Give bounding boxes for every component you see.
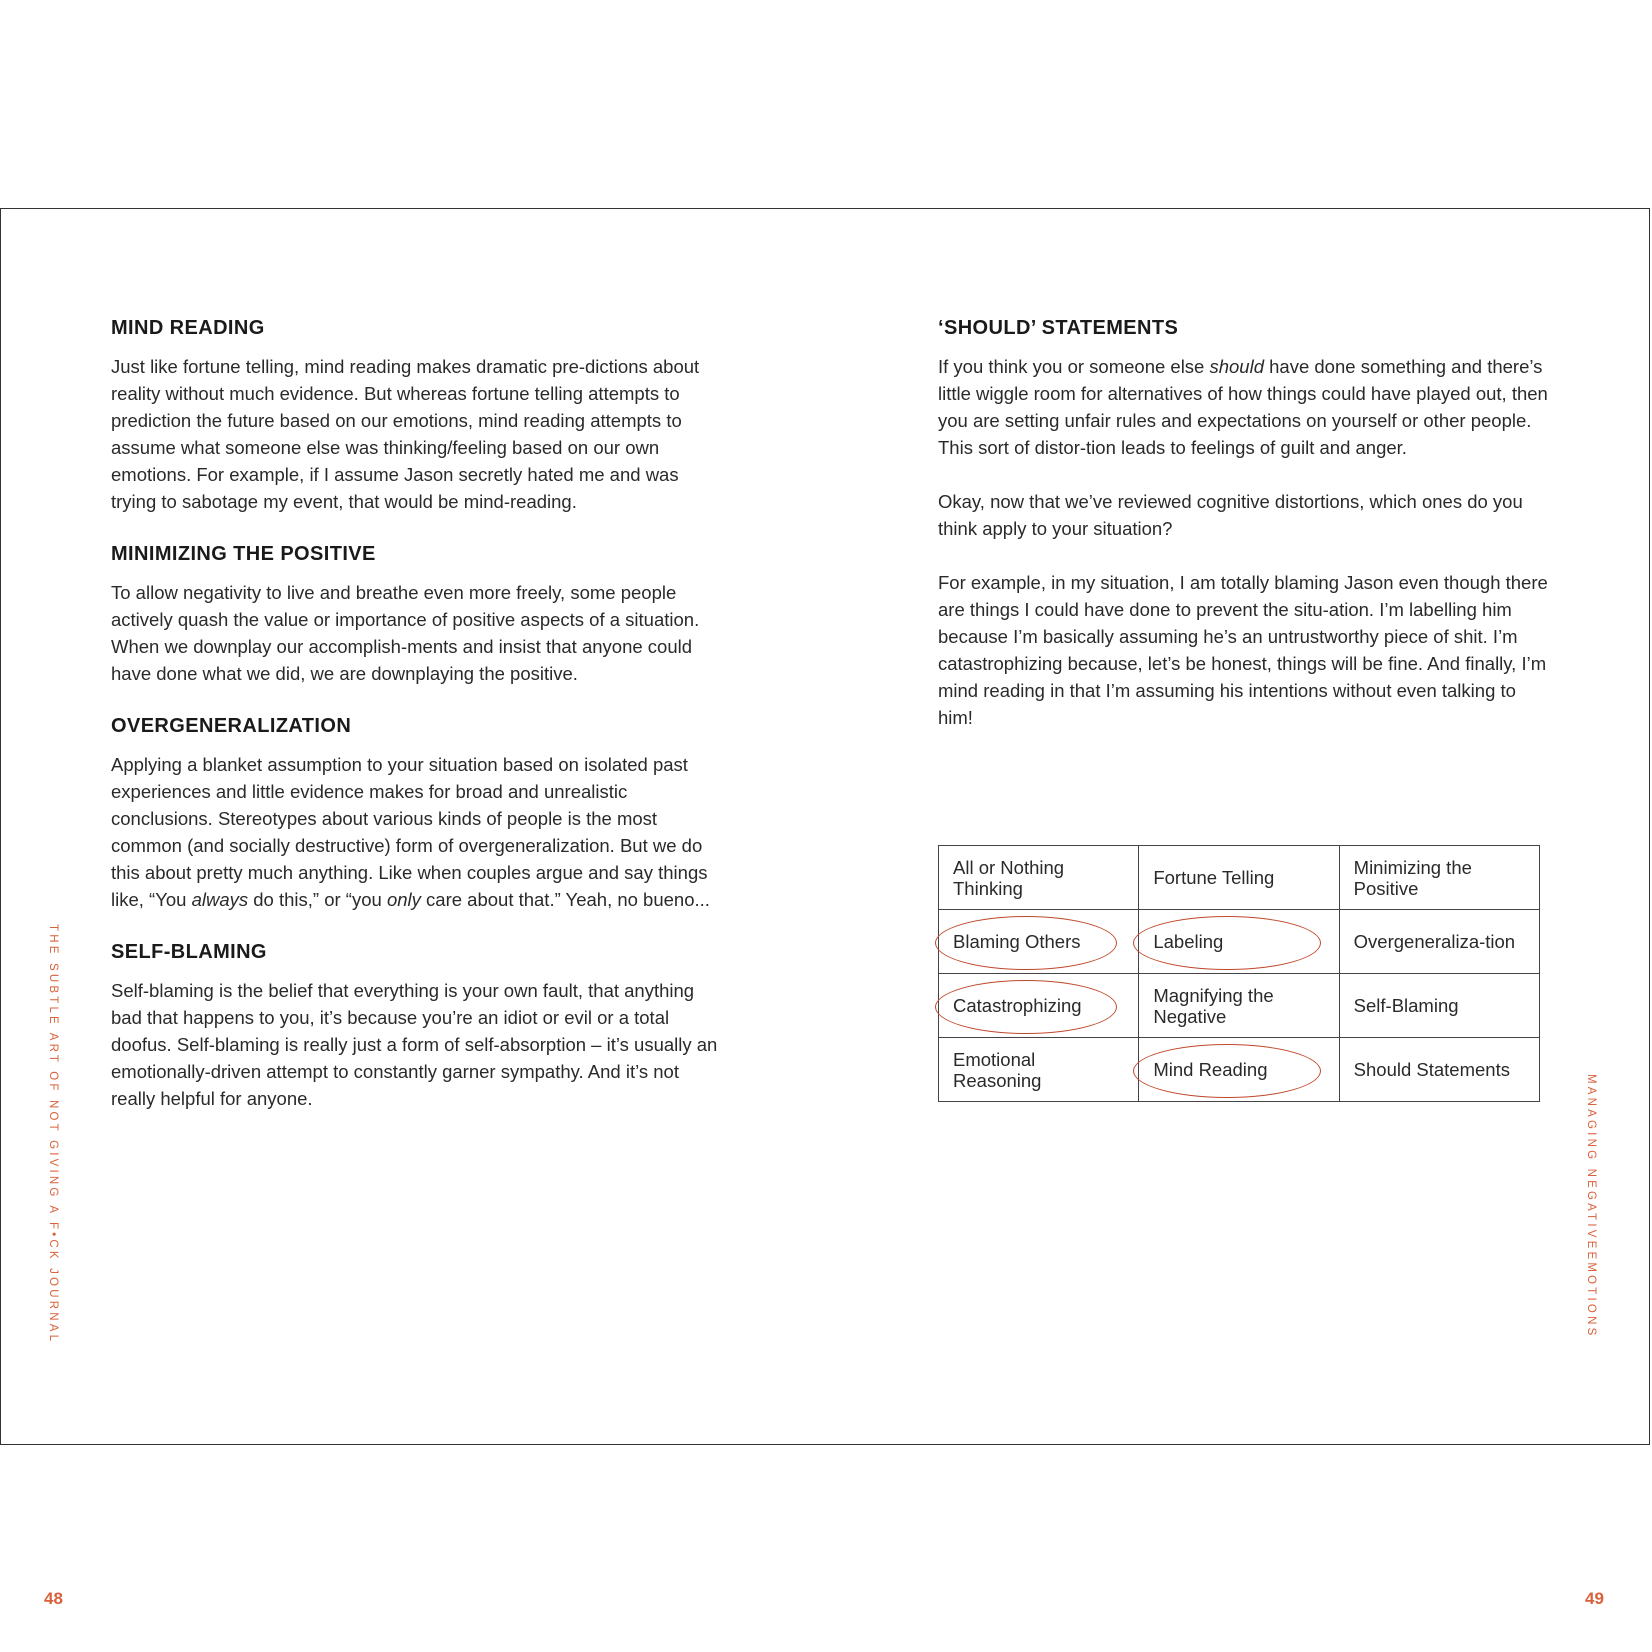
left-page — [1, 209, 826, 1444]
section-overgeneralization — [111, 713, 721, 913]
cell-label: All or Nothing Thinking — [953, 856, 1065, 899]
page-number-left: 48 — [44, 1589, 63, 1608]
section-heading: ‘SHOULD’ STATEMENTS — [938, 317, 1179, 339]
right-body-text — [938, 353, 1548, 731]
distortions-table — [938, 845, 1540, 1102]
cell-label: Magnifying the Negative — [1153, 984, 1274, 1027]
emphasis-text: only — [386, 889, 421, 910]
table-cell — [1139, 846, 1339, 910]
table-cell — [1339, 846, 1539, 910]
cell-label: Blaming Others — [953, 931, 1081, 952]
section-self-blaming — [111, 939, 721, 1112]
chapter-side-label: MANAGING NEGATIVEEMOTIONS — [1585, 1074, 1597, 1339]
table-cell — [1139, 974, 1339, 1038]
cell-label: Minimizing the Positive — [1353, 856, 1472, 899]
table-cell — [1339, 1038, 1539, 1102]
cell-label: Fortune Telling — [1153, 867, 1275, 888]
text-run: do this,” or “you — [248, 889, 387, 910]
section-heading: SELF-BLAMING — [111, 941, 267, 963]
section-heading: OVERGENERALIZATION — [111, 715, 352, 737]
table-cell — [1139, 1038, 1339, 1102]
section-text — [111, 751, 721, 913]
section-text: To allow negativity to live and breathe even more freely, some people actively quash the value or importance of positive aspects of a situation. When we downplay our accomplish-ments and insist that anyone could have done what we did, we are downplaying the positive. — [111, 582, 700, 684]
cell-label: Should Statements — [1353, 1059, 1510, 1080]
table-row — [939, 846, 1540, 910]
cell-label: Self-Blaming — [1353, 995, 1459, 1016]
section-mind-reading — [111, 315, 721, 515]
section-text: Self-blaming is the belief that everything is your own fault, that anything bad that happens to you, it’s because you’re an idiot or evil or a total doofus. Self-blaming is really just a form of self-absorption – it’s usually an emotionally-driven attempt to constantly garner sympathy. And it’s not really helpful for anyone. — [111, 980, 718, 1109]
right-column — [938, 315, 1548, 731]
table-cell — [939, 974, 1139, 1038]
section-heading: MINIMIZING THE POSITIVE — [111, 543, 376, 565]
text-run: Applying a blanket assumption to your situation based on isolated past experiences and little evidence makes for broad and unrealistic conclusions. Stereotypes about various kinds of people is the most common (and socially destructive) form of overgeneralization. But we do this about pretty much anything. Like when couples argue and say things like, “You — [111, 754, 708, 910]
cell-label: Emotional Reasoning — [953, 1048, 1042, 1091]
table-cell — [939, 910, 1139, 974]
paragraph: Okay, now that we’ve reviewed cognitive distortions, which ones do you think apply to your situation? — [938, 491, 1523, 539]
emphasis-text: always — [191, 889, 249, 910]
table-cell — [1339, 974, 1539, 1038]
text-run: care about that.” Yeah, no bueno... — [420, 889, 710, 910]
book-spread — [0, 208, 1650, 1608]
left-column — [111, 315, 721, 1138]
paragraph — [938, 353, 1548, 461]
section-minimizing-positive — [111, 541, 721, 687]
text-run: have done something and there’s little wiggle room for alternatives of how things could have played out, then you are setting unfair rules and expectations on yourself or other people. This sort of distor-tion leads to feelings of guilt and anger. — [938, 356, 1548, 458]
text-run: If you think you or someone else — [938, 356, 1210, 377]
cell-label: Mind Reading — [1153, 1059, 1268, 1080]
table-cell — [1139, 910, 1339, 974]
cell-label: Overgeneraliza-tion — [1353, 931, 1516, 952]
right-page — [826, 209, 1651, 1444]
table-row — [939, 974, 1540, 1038]
table-row — [939, 1038, 1540, 1102]
section-text: Just like fortune telling, mind reading makes dramatic pre-dictions about reality without much evidence. But whereas fortune telling attempts to prediction the future based on our emotions, mind reading attempts to assume what someone else was thinking/feeling based on our own emotions. For example, if I assume Jason secretly hated me and was trying to sabotage my event, that would be mind-reading. — [111, 356, 700, 512]
table-row — [939, 910, 1540, 974]
cell-label: Labeling — [1153, 931, 1224, 952]
page-number-right: 49 — [1585, 1589, 1604, 1608]
emphasis-text: should — [1209, 356, 1264, 377]
book-title-side-label: THE SUBTLE ART OF NOT GIVING A F•CK JOURNAL — [47, 924, 59, 1345]
section-heading: MIND READING — [111, 317, 265, 339]
table-cell — [939, 846, 1139, 910]
paragraph: For example, in my situation, I am totally blaming Jason even though there are things I could have done to prevent the situ-ation. I’m labelling him because I’m basically assuming he’s an untrustworthy piece of shit. I’m catastrophizing because, let’s be honest, things will be fine. And finally, I’m mind reading in that I’m assuming his intentions without even talking to him! — [938, 572, 1548, 728]
cell-label: Catastrophizing — [953, 995, 1082, 1016]
table-cell — [939, 1038, 1139, 1102]
table-cell — [1339, 910, 1539, 974]
